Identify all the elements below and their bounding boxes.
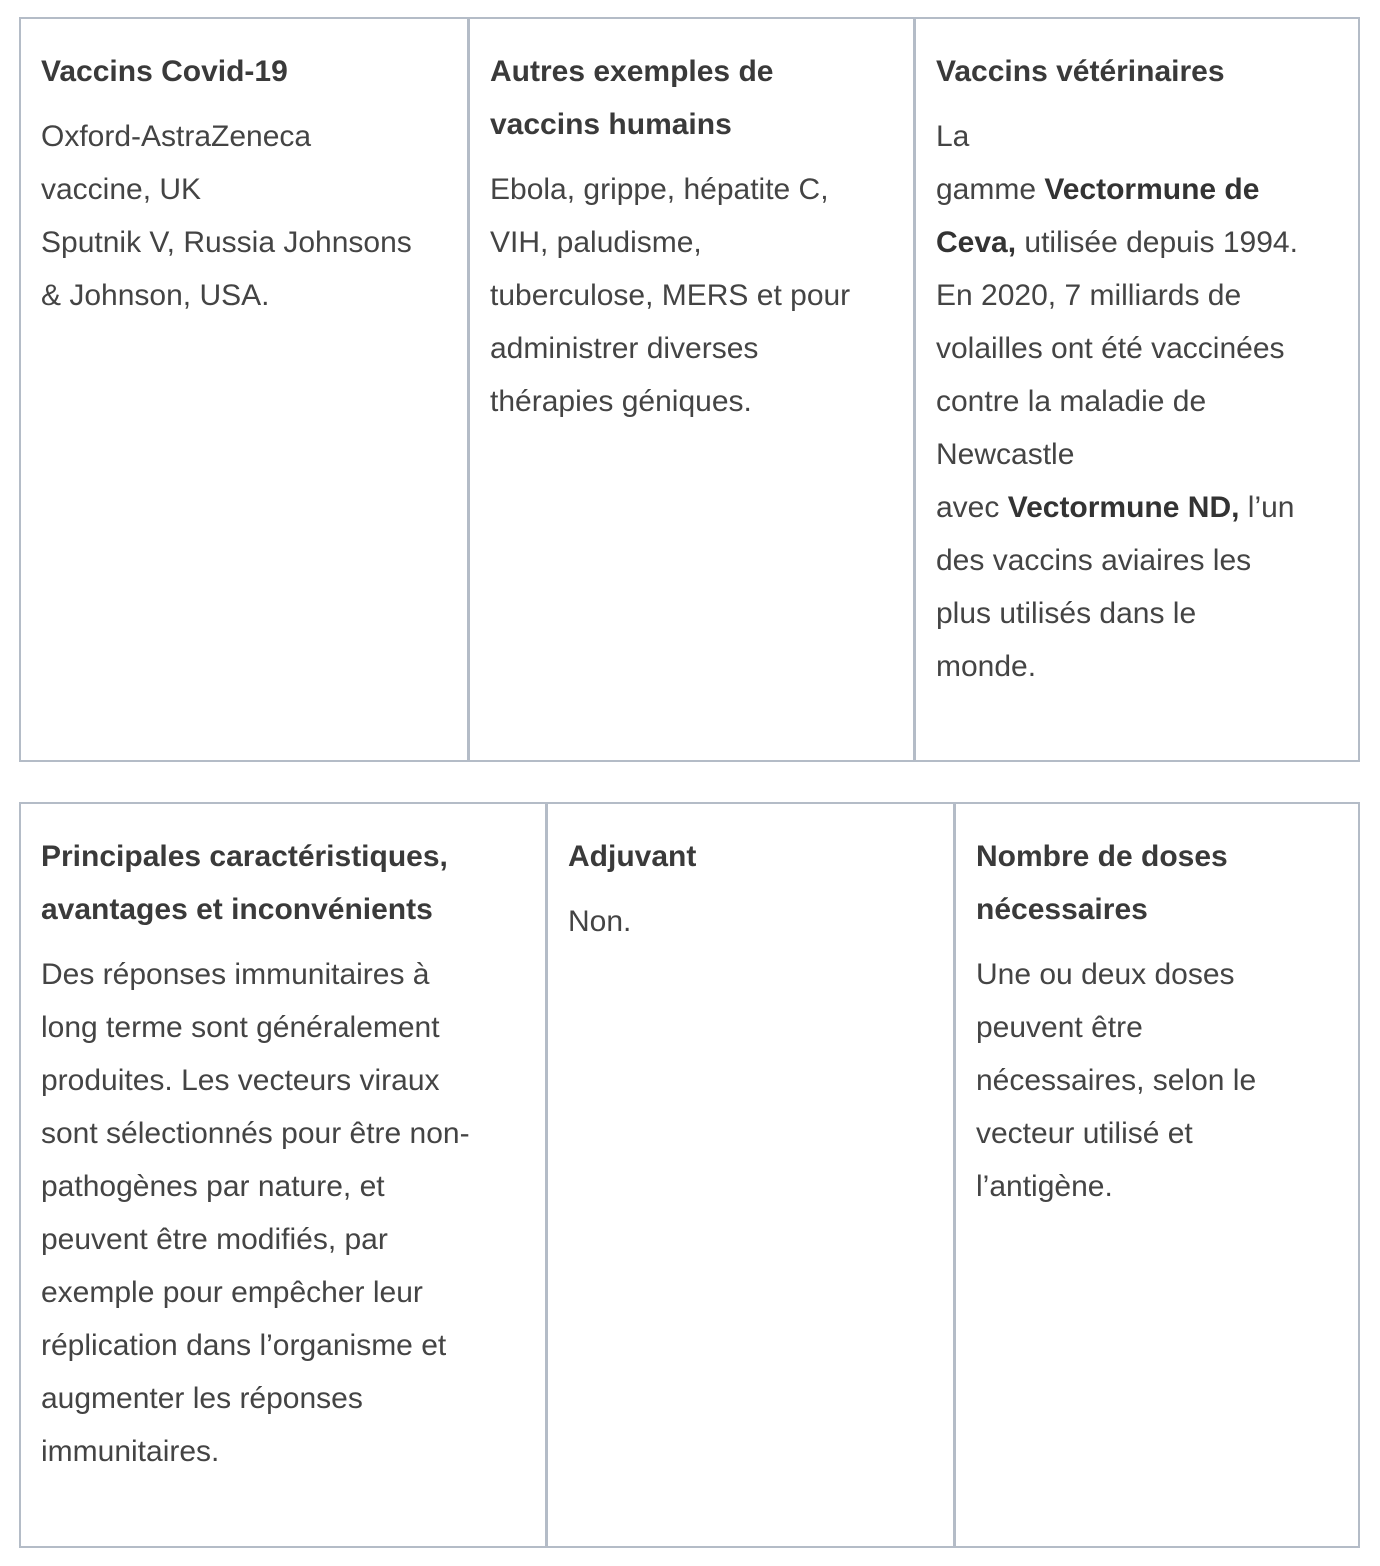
human-vaccines-body (490, 163, 893, 428)
characteristics-line: exemple pour empêcher leur (41, 1276, 423, 1309)
human-line: VIH, paludisme, (490, 226, 702, 259)
veterinary-vaccines-title (936, 45, 1338, 98)
doses-title (976, 830, 1338, 936)
human-vaccines-title (490, 45, 893, 151)
doses-cell (953, 804, 1358, 1546)
adjuvant-value: Non. (568, 905, 632, 938)
veterinary-vaccines-body (936, 110, 1338, 693)
human-title-line: Autres exemples de (490, 55, 774, 88)
doses-title-line: Nombre de doses (976, 840, 1228, 873)
doses-body (976, 948, 1338, 1213)
vet-text: avec (936, 491, 1008, 524)
ceva-bold: Ceva, (936, 226, 1017, 259)
vectormune-nd-bold: Vectormune ND, (1007, 491, 1240, 524)
vet-line: Newcastle (936, 438, 1075, 471)
veterinary-title-text: Vaccins vétérinaires (936, 55, 1225, 88)
human-line: Ebola, grippe, hépatite C, (490, 173, 829, 206)
characteristics-line: Des réponses immunitaires à (41, 958, 430, 991)
doses-title-line: nécessaires (976, 893, 1148, 926)
characteristics-cell (21, 804, 545, 1546)
characteristics-line: immunitaires. (41, 1435, 220, 1468)
human-title-line: vaccins humains (490, 108, 732, 141)
covid-line: Oxford-AstraZeneca (41, 120, 312, 153)
vet-line (936, 481, 1338, 534)
veterinary-vaccines-cell (913, 19, 1358, 760)
vet-text: gamme (936, 173, 1045, 206)
vet-line: contre la maladie de (936, 385, 1207, 418)
vet-line (936, 163, 1338, 216)
vet-line: plus utilisés dans le (936, 597, 1197, 630)
vet-line: volailles ont été vaccinées (936, 332, 1285, 365)
adjuvant-title-text: Adjuvant (568, 840, 697, 873)
vaccine-examples-table (19, 17, 1360, 762)
adjuvant-body (568, 895, 933, 948)
vet-line: monde. (936, 650, 1037, 683)
doses-line: l’antigène. (976, 1170, 1113, 1203)
human-line: thérapies géniques. (490, 385, 752, 418)
adjuvant-cell (545, 804, 953, 1546)
covid-title-text: Vaccins Covid-19 (41, 55, 288, 88)
characteristics-line: réplication dans l’organisme et (41, 1329, 447, 1362)
human-line: tuberculose, MERS et pour (490, 279, 851, 312)
human-vaccines-cell (467, 19, 913, 760)
adjuvant-title (568, 830, 933, 883)
vaccine-characteristics-table (19, 802, 1360, 1548)
characteristics-line: produites. Les vecteurs viraux (41, 1064, 440, 1097)
covid-vaccines-title (41, 45, 447, 98)
covid-vaccines-body (41, 110, 447, 322)
doses-line: Une ou deux doses (976, 958, 1235, 991)
doses-line: nécessaires, selon le (976, 1064, 1257, 1097)
vet-text: l’un (1239, 491, 1295, 524)
vet-line: des vaccins aviaires les (936, 544, 1252, 577)
doses-line: peuvent être (976, 1011, 1143, 1044)
characteristics-line: augmenter les réponses (41, 1382, 363, 1415)
vet-line: La (936, 120, 970, 153)
characteristics-title (41, 830, 525, 936)
characteristics-title-line: avantages et inconvénients (41, 893, 433, 926)
characteristics-title-line: Principales caractéristiques, (41, 840, 448, 873)
characteristics-line: long terme sont généralement (41, 1011, 440, 1044)
vet-line (936, 216, 1338, 269)
covid-line: vaccine, UK (41, 173, 202, 206)
covid-vaccines-cell (21, 19, 467, 760)
vectormune-ceva-bold: Vectormune de (1044, 173, 1260, 206)
characteristics-line: peuvent être modifiés, par (41, 1223, 388, 1256)
covid-line: & Johnson, USA. (41, 279, 270, 312)
human-line: administrer diverses (490, 332, 759, 365)
vet-line: En 2020, 7 milliards de (936, 279, 1242, 312)
characteristics-line: pathogènes par nature, et (41, 1170, 385, 1203)
characteristics-line: sont sélectionnés pour être non- (41, 1117, 470, 1150)
characteristics-body (41, 948, 525, 1478)
vet-text: utilisée depuis 1994. (1016, 226, 1298, 259)
doses-line: vecteur utilisé et (976, 1117, 1193, 1150)
covid-line: Sputnik V, Russia Johnsons (41, 226, 412, 259)
